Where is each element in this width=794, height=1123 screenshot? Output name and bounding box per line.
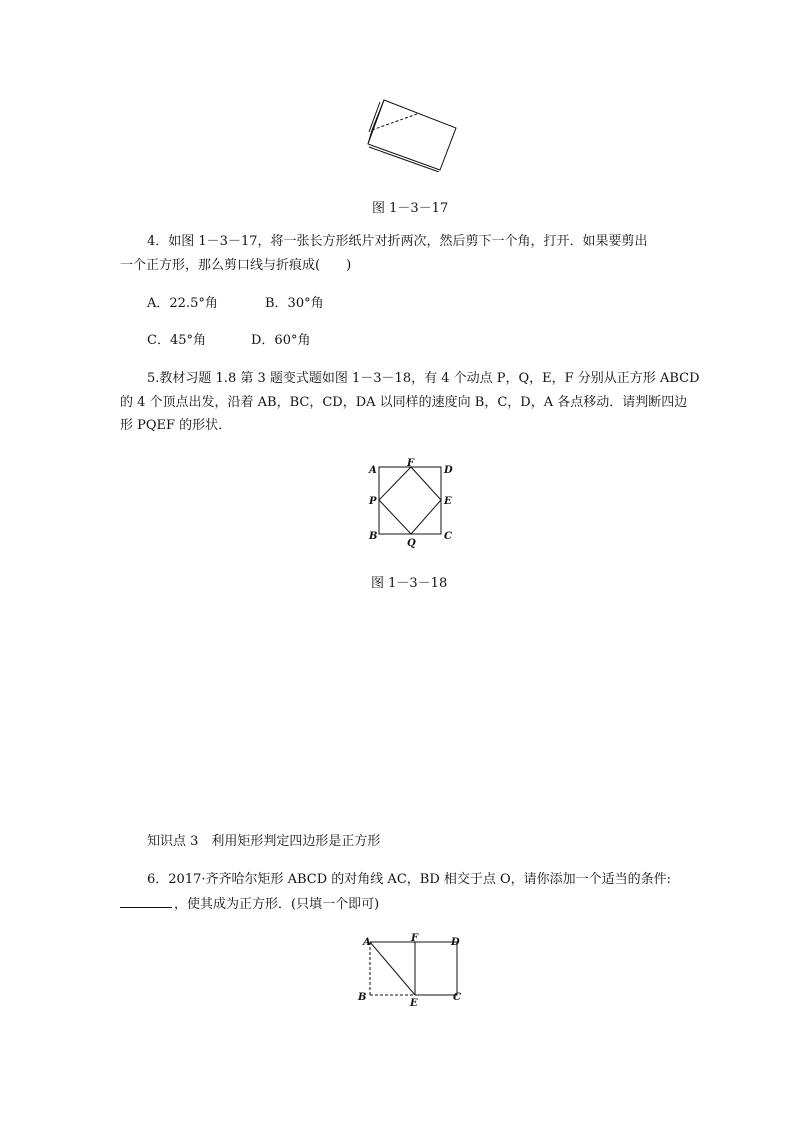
question-6-line-2-text: ，使其成为正方形．(只填一个即可) <box>174 897 380 912</box>
label-c: C <box>444 531 452 542</box>
option-b: B．30°角 <box>265 296 324 311</box>
option-c: C．45°角 <box>147 333 206 348</box>
label-c: C <box>453 992 461 1003</box>
label-e: E <box>444 496 452 507</box>
question-5-line-2: 的 4 个顶点出发，沿着 AB，BC，CD，DA 以同样的速度向 B，C，D，A 各点移动．请判断四边 <box>120 395 688 410</box>
label-a: A <box>369 465 377 476</box>
label-p: P <box>369 496 377 507</box>
label-f: F <box>407 458 415 469</box>
label-e: E <box>410 998 418 1009</box>
folded-paper-figure <box>355 92 465 172</box>
option-a: A．22.5°角 <box>147 296 218 311</box>
section-heading: 知识点 3 利用矩形判定四边形是正方形 <box>147 834 381 849</box>
question-6-line-2 <box>120 894 379 915</box>
label-f: F <box>411 933 419 944</box>
question-4-line-1: 4．如图 1－3－17，将一张长方形纸片对折两次，然后剪下一个角，打开．如果要剪出 <box>147 234 648 249</box>
label-q: Q <box>407 538 416 548</box>
label-b: B <box>369 531 378 542</box>
figure-caption-1-3-17: 图 1－3－17 <box>372 201 449 216</box>
square-pqef-figure <box>362 458 462 548</box>
figure-caption-1-3-18: 图 1－3－18 <box>371 576 448 591</box>
label-d: D <box>451 937 460 948</box>
label-a: A <box>363 937 371 948</box>
question-4-line-2: 一个正方形，那么剪口线与折痕成( ) <box>120 258 352 273</box>
option-d: D．60°角 <box>251 333 311 348</box>
label-b: B <box>358 992 367 1003</box>
label-d: D <box>444 465 453 476</box>
answer-blank <box>120 894 172 908</box>
question-5-line-1: 5.教材习题 1.8 第 3 题变式题如图 1－3－18，有 4 个动点 P，Q，E，F 分别从正方形 ABCD <box>147 371 700 386</box>
question-5-line-3: 形 PQEF 的形状． <box>120 418 232 433</box>
rectangle-fold-figure <box>355 930 470 1010</box>
question-6-line-1: 6．2017·齐齐哈尔矩形 ABCD 的对角线 AC，BD 相交于点 O，请你添加一个适当的条件: <box>147 872 672 887</box>
